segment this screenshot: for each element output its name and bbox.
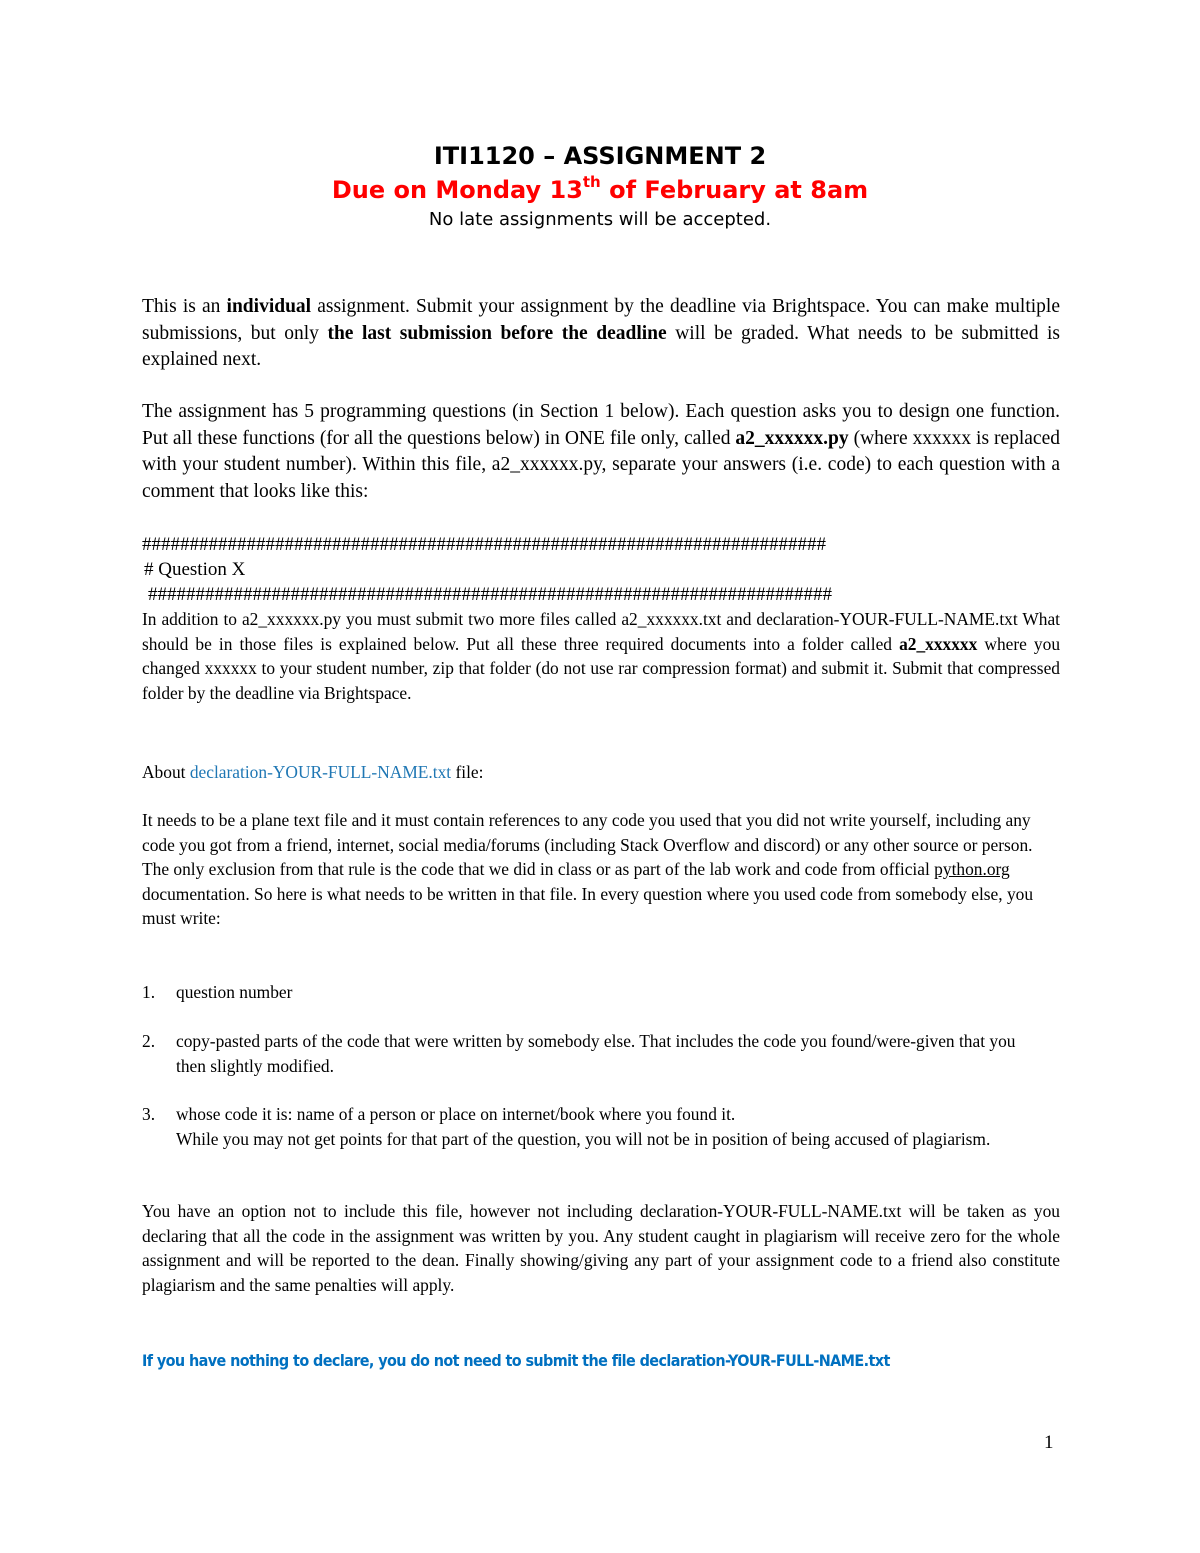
list-item-text-line-2: While you may not get points for that part of the question, you will not be in position of being accused of plagiarism. <box>176 1128 991 1149</box>
declaration-text-1: It needs to be a plane text file and it must contain references to any code you used that you did not write yourself, including any code you got from a friend, internet, social media/forums (including Stack Overflow and discord) or any other source or person. The only exclusion from that rule is the code that we did in class or as part of the lab work and code from official <box>142 810 1033 879</box>
assignment-title: ITI1120 – ASSIGNMENT 2 <box>433 142 767 170</box>
intro-bold-last-submission: the last submission before the deadline <box>327 322 667 344</box>
list-item-number: 2. <box>142 1031 156 1051</box>
comment-question-line: # Question X <box>144 559 246 580</box>
due-prefix: Due on Monday 13 <box>331 176 583 204</box>
list-item-text: copy-pasted parts of the code that were written by somebody else. That includes the code you found/were-given that you then slightly modified. <box>176 1031 1016 1076</box>
files-paragraph <box>142 399 1060 505</box>
intro-bold-individual: individual <box>226 296 312 317</box>
list-item-number: 1. <box>142 982 156 1002</box>
due-superscript: th <box>582 173 601 191</box>
submission-text-2: where you changed xxxxxx to your student number, zip that folder (do not use rar compression format) and submit it. Submit that compressed folder by the deadline via Brightspace. <box>142 633 1061 703</box>
intro-text-1: This is an <box>142 296 227 317</box>
declaration-filename: declaration-YOUR-FULL-NAME.txt <box>189 762 452 782</box>
files-text-2: (where xxxxxx is replaced with your student number). Within this file, a2_xxxxxx.py, separate your answers (i.e. code) to each question with a comment that looks like this: <box>142 427 1060 502</box>
comment-hash-line-top: ######################################################################## <box>142 534 826 555</box>
page-number: 1 <box>1044 1432 1054 1453</box>
list-item-text-line-1: whose code it is: name of a person or place on internet/book where you found it. <box>176 1104 736 1124</box>
files-text-1: The assignment has 5 programming questions (in Section 1 below). Each question asks you to design one function. Put all these functions (for all the questions below) in ONE file only, called <box>142 401 1060 449</box>
about-declaration-heading <box>142 760 1060 785</box>
about-suffix: file: <box>451 762 484 782</box>
about-prefix: About <box>142 762 190 782</box>
submission-bold-folder: a2_xxxxxx <box>899 633 978 654</box>
submission-text-1: In addition to a2_xxxxxx.py you must submit two more files called a2_xxxxxx.txt and declaration-YOUR-FULL-NAME.txt What should be in those files is explained below. Put all these three required documents into a folder called <box>142 609 1060 654</box>
declaration-paragraph <box>142 808 1060 931</box>
late-policy-note: No late assignments will be accepted. <box>428 209 772 230</box>
list-item-text: question number <box>176 982 293 1002</box>
python-org-link[interactable]: python.org <box>934 859 1010 879</box>
nothing-to-declare-note: If you have nothing to declare, you do not need to submit the file declaration-YOUR-FULL-NAME.txt <box>142 1351 890 1370</box>
files-bold-filename: a2_xxxxxx.py <box>735 427 849 449</box>
due-date <box>0 172 1200 208</box>
submission-paragraph <box>142 607 1060 705</box>
list-item-number: 3. <box>142 1104 156 1124</box>
intro-text-3: will be graded. What needs to be submitted is explained next. <box>142 322 1060 370</box>
list-item-text <box>176 1102 1036 1151</box>
intro-text-2: assignment. Submit your assignment by the deadline via Brightspace. You can make multiple submissions, but only <box>142 296 1060 344</box>
due-suffix: of February at 8am <box>600 176 869 204</box>
declaration-text-2: documentation. So here is what needs to be written in that file. In every question where you used code from somebody else, you must write: <box>142 883 1034 928</box>
intro-paragraph <box>142 294 1060 374</box>
option-paragraph: You have an option not to include this file, however not including declaration-YOUR-FULL-NAME.txt will be taken as you declaring that all the code in the assignment was written by you. Any student caught in plagiarism will receive zero for the whole assignment and will be reported to the dean. Finally showing/giving any part of your assignment code to a friend also constitute plagiarism and the same penalties will apply. <box>142 1201 1060 1295</box>
comment-hash-line-bottom: ######################################################################## <box>148 584 832 605</box>
